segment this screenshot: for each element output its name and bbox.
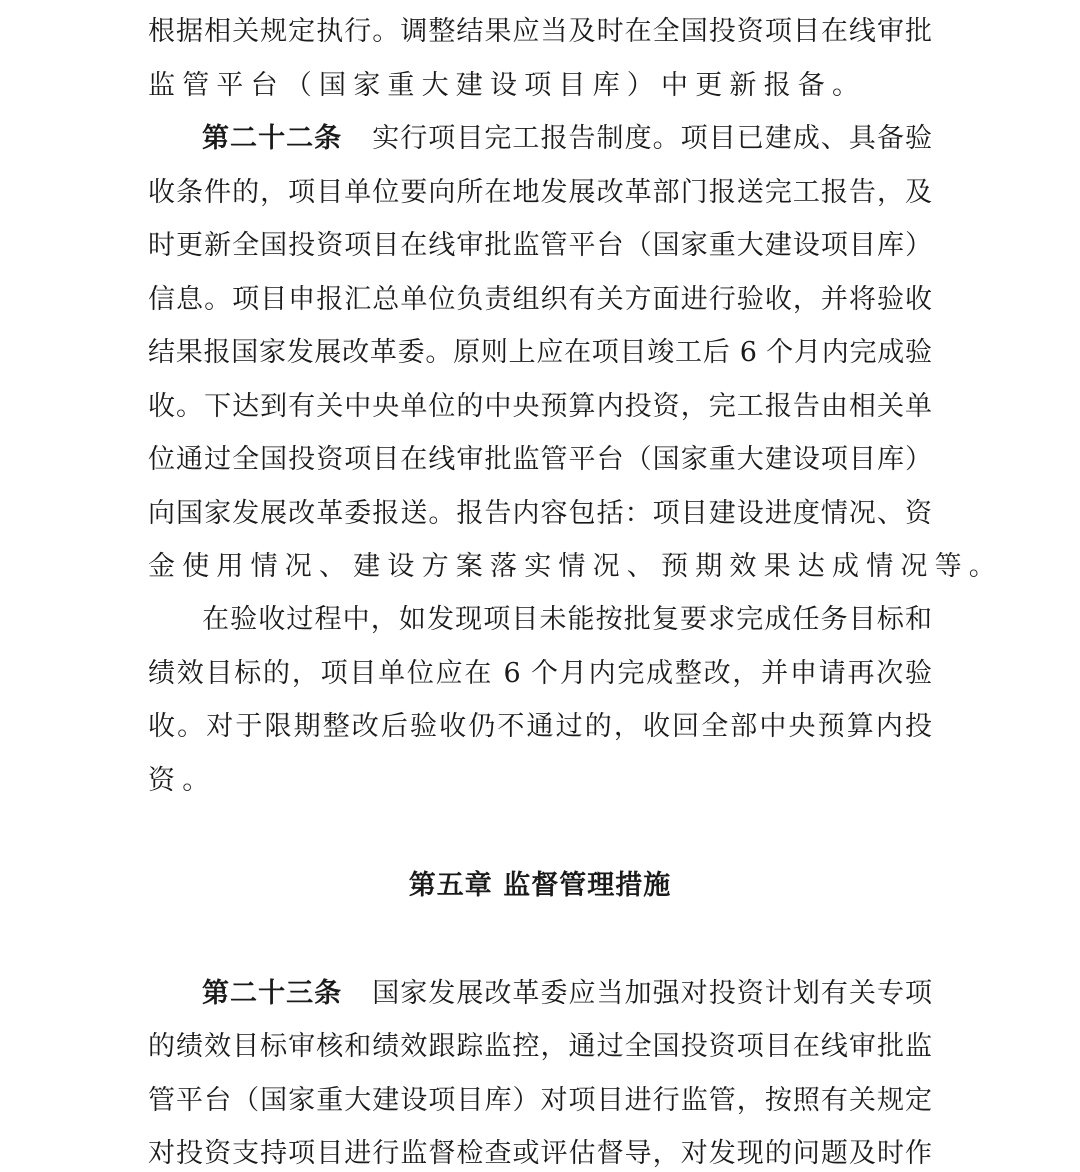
- article-22-line-4: 信息。项目申报汇总单位负责组织有关方面进行验收，并将验收: [148, 284, 932, 315]
- article-22-number: 第二十二条: [202, 123, 343, 154]
- article-23-line-2: 的绩效目标审核和绩效跟踪监控，通过全国投资项目在线审批监: [148, 1031, 932, 1062]
- chapter-heading: 第五章 监督管理措施: [408, 870, 672, 901]
- p1-line-1: 根据相关规定执行。调整结果应当及时在全国投资项目在线审批: [148, 16, 932, 47]
- article-22-first-line: [202, 122, 932, 156]
- article-22-line-9: 金使用情况、建设方案落实情况、预期效果达成情况等。: [148, 551, 1003, 582]
- article-22-line-1: 实行项目完工报告制度。项目已建成、具备验: [372, 123, 933, 154]
- article-22-line-3: 时更新全国投资项目在线审批监管平台（国家重大建设项目库）: [148, 230, 932, 261]
- p1-line-2: 监管平台（国家重大建设项目库）中更新报备。: [148, 70, 867, 101]
- article-23-first-line: [202, 977, 932, 1011]
- article-22-line-7: 位通过全国投资项目在线审批监管平台（国家重大建设项目库）: [148, 444, 932, 475]
- article-23-line-3: 管平台（国家重大建设项目库）对项目进行监管，按照有关规定: [148, 1085, 932, 1116]
- p3-line-4: 资。: [148, 765, 217, 796]
- p3-line-1: 在验收过程中，如发现项目未能按批复要求完成任务目标和: [202, 604, 932, 635]
- article-23-line-1: 国家发展改革委应当加强对投资计划有关专项: [372, 978, 933, 1009]
- p3-line-2: 绩效目标的，项目单位应在 6 个月内完成整改，并申请再次验: [148, 658, 932, 689]
- article-23-number: 第二十三条: [202, 978, 343, 1009]
- article-22-line-5: 结果报国家发展改革委。原则上应在项目竣工后 6 个月内完成验: [148, 337, 932, 368]
- article-22-line-6: 收。下达到有关中央单位的中央预算内投资，完工报告由相关单: [148, 391, 932, 422]
- article-22-line-8: 向国家发展改革委报送。报告内容包括：项目建设进度情况、资: [148, 498, 932, 529]
- article-23-line-4: 对投资支持项目进行监督检查或评估督导，对发现的问题及时作: [148, 1138, 932, 1169]
- p3-line-3: 收。对于限期整改后验收仍不通过的，收回全部中央预算内投: [148, 711, 932, 742]
- article-22-line-2: 收条件的，项目单位要向所在地发展改革部门报送完工报告，及: [148, 177, 932, 208]
